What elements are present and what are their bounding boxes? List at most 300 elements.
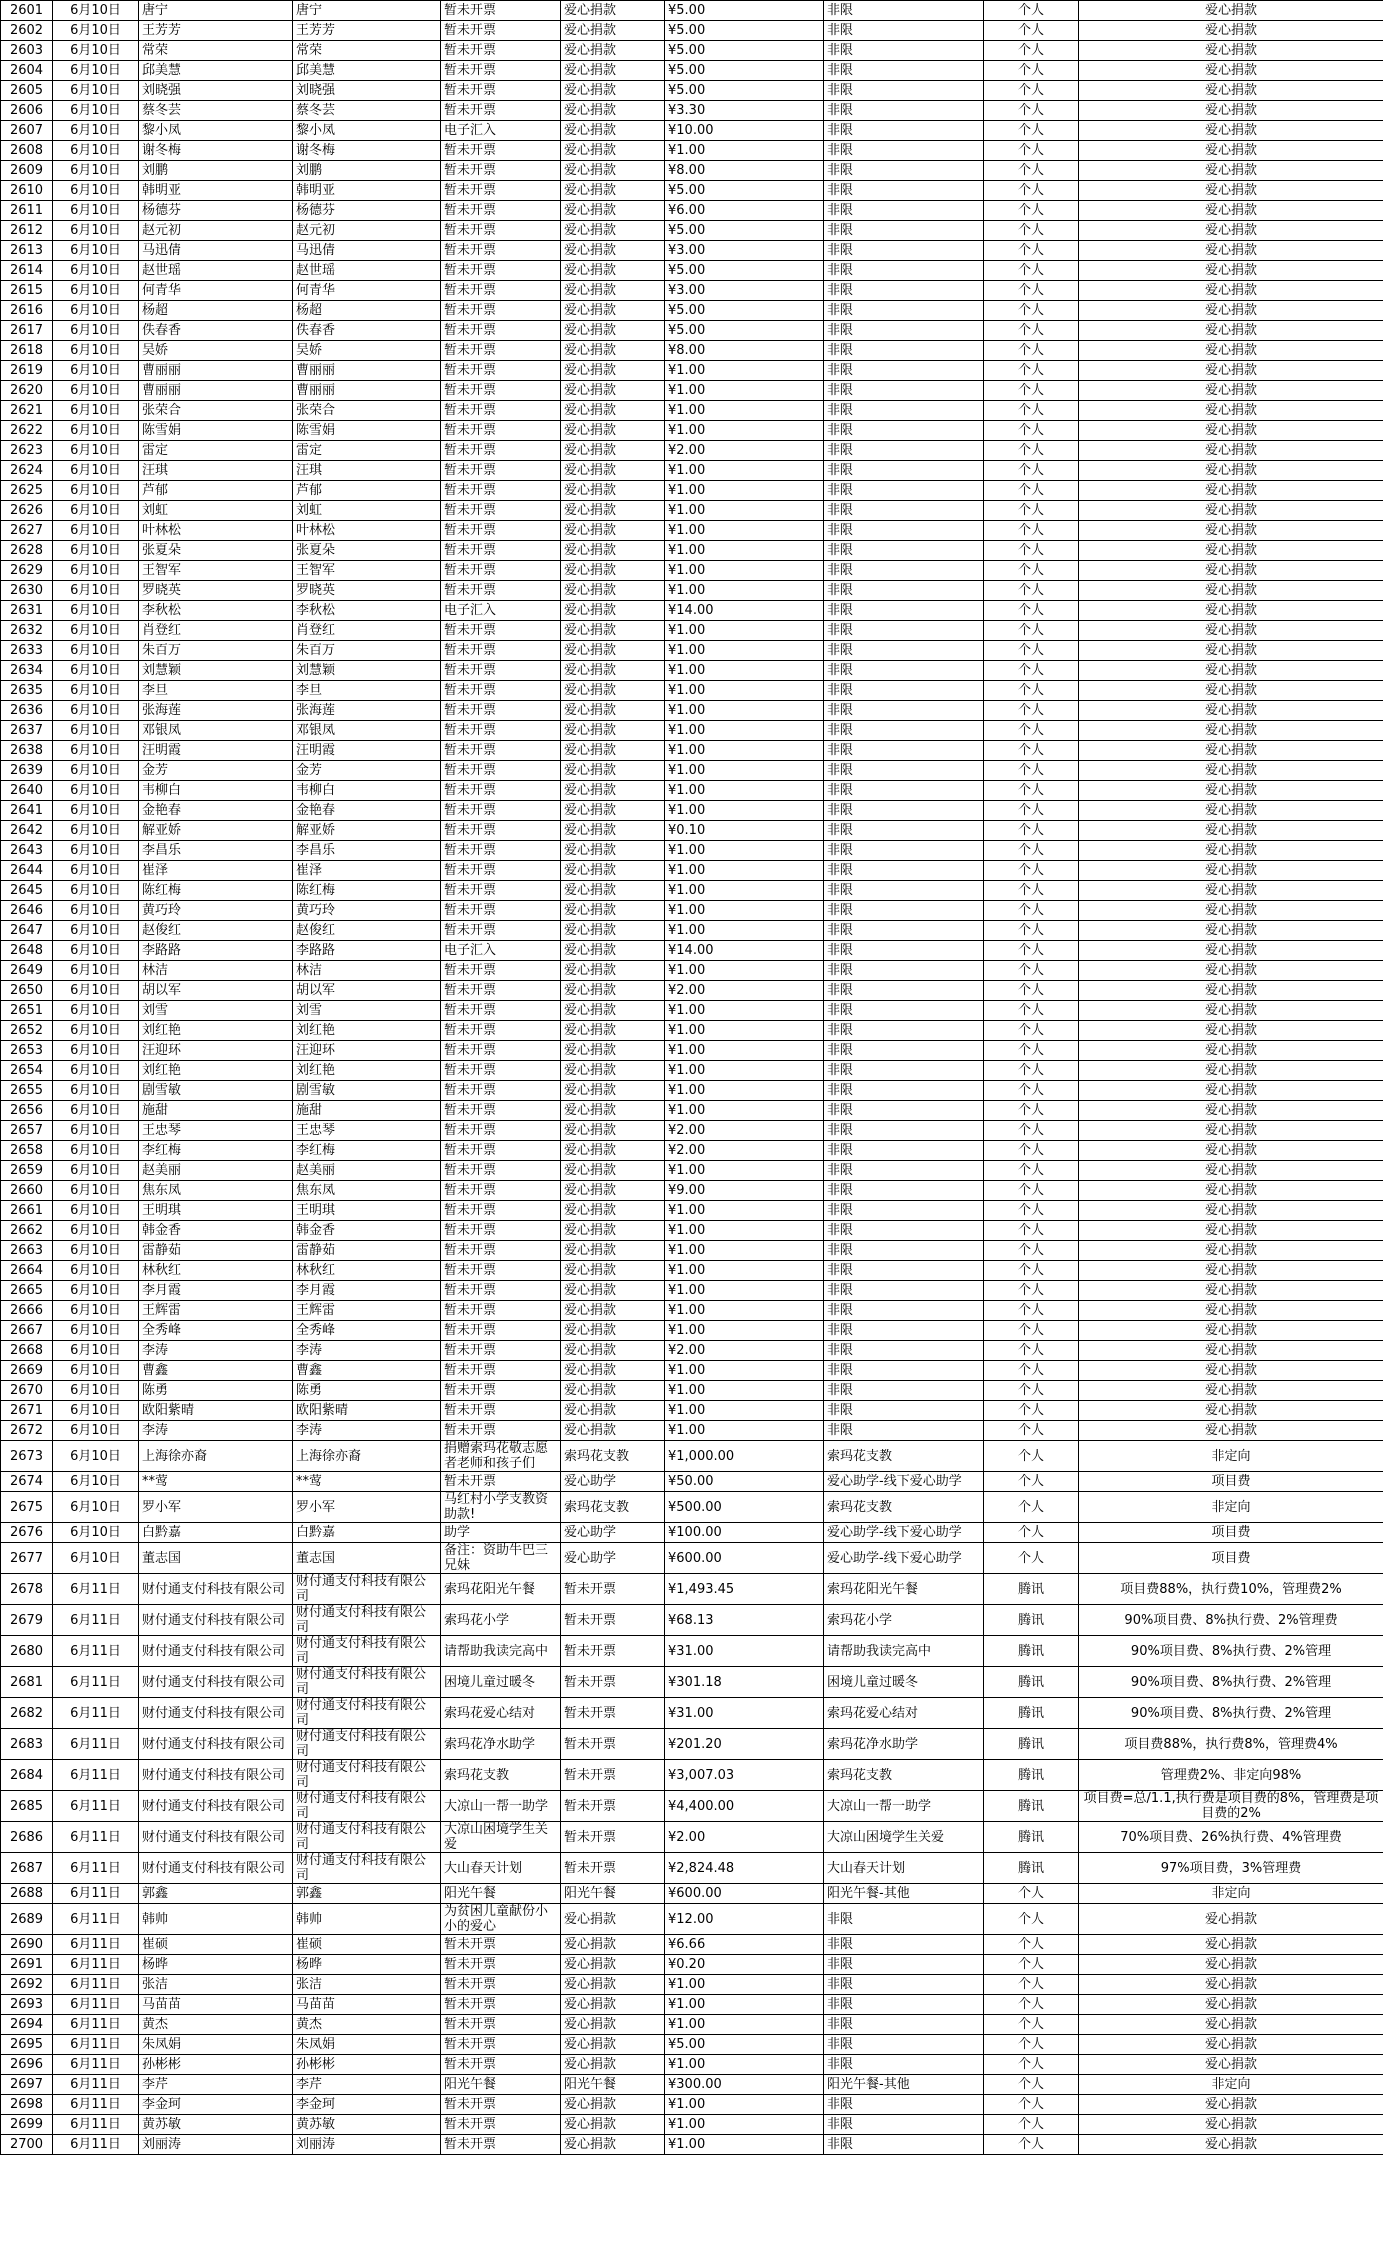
donor-name: 曹丽丽 [139, 361, 293, 381]
donor-type: 个人 [984, 1261, 1079, 1281]
row-number: 2700 [1, 2135, 53, 2155]
invoice-status: 暂未开票 [441, 741, 561, 761]
invoice-status: 困境儿童过暖冬 [441, 1667, 561, 1698]
purpose-cell: 非限 [824, 921, 984, 941]
table-row [1, 1161, 1383, 1181]
allocation-cell: 爱心捐款 [1079, 581, 1383, 601]
invoice-status: 为贫困儿童献份小小的爱心 [441, 1904, 561, 1935]
row-number: 2628 [1, 541, 53, 561]
donation-type: 爱心捐款 [561, 481, 665, 501]
payer-name: 赵俊红 [293, 921, 441, 941]
purpose-cell: 索玛花支教 [824, 1441, 984, 1472]
amount-cell: ¥5.00 [665, 2035, 824, 2055]
allocation-cell: 爱心捐款 [1079, 1021, 1383, 1041]
date-cell: 6月10日 [53, 501, 139, 521]
row-number: 2627 [1, 521, 53, 541]
table-row [1, 1021, 1383, 1041]
payer-name: 马迅倩 [293, 241, 441, 261]
amount-cell: ¥50.00 [665, 1472, 824, 1492]
payer-name: 财付通支付科技有限公司 [293, 1667, 441, 1698]
donation-type: 爱心捐款 [561, 2115, 665, 2135]
donor-name: 马迅倩 [139, 241, 293, 261]
donation-type: 爱心捐款 [561, 461, 665, 481]
invoice-status: 大山春天计划 [441, 1853, 561, 1884]
row-number: 2639 [1, 761, 53, 781]
invoice-status: 暂未开票 [441, 301, 561, 321]
invoice-status: 暂未开票 [441, 1401, 561, 1421]
amount-cell: ¥1.00 [665, 1381, 824, 1401]
table-row [1, 801, 1383, 821]
donor-name: 黄杰 [139, 2015, 293, 2035]
donor-name: 董志国 [139, 1543, 293, 1574]
purpose-cell: 非限 [824, 761, 984, 781]
amount-cell: ¥1.00 [665, 2135, 824, 2155]
donor-name: 上海徐亦裔 [139, 1441, 293, 1472]
purpose-cell: 索玛花支教 [824, 1760, 984, 1791]
amount-cell: ¥1.00 [665, 661, 824, 681]
donor-type: 个人 [984, 781, 1079, 801]
invoice-status: 暂未开票 [441, 841, 561, 861]
table-row [1, 541, 1383, 561]
row-number: 2690 [1, 1935, 53, 1955]
payer-name: 汪迎环 [293, 1041, 441, 1061]
donor-type: 个人 [984, 861, 1079, 881]
row-number: 2646 [1, 901, 53, 921]
table-row [1, 2035, 1383, 2055]
allocation-cell: 97%项目费，3%管理费 [1079, 1853, 1383, 1884]
invoice-status: 暂未开票 [441, 1421, 561, 1441]
donor-name: 财付通支付科技有限公司 [139, 1667, 293, 1698]
row-number: 2664 [1, 1261, 53, 1281]
purpose-cell: 非限 [824, 721, 984, 741]
date-cell: 6月10日 [53, 1401, 139, 1421]
payer-name: 芦郁 [293, 481, 441, 501]
row-number: 2630 [1, 581, 53, 601]
row-number: 2640 [1, 781, 53, 801]
invoice-status: 大凉山一帮一助学 [441, 1791, 561, 1822]
payer-name: 财付通支付科技有限公司 [293, 1791, 441, 1822]
row-number: 2615 [1, 281, 53, 301]
invoice-status: 暂未开票 [441, 341, 561, 361]
donor-name: 财付通支付科技有限公司 [139, 1791, 293, 1822]
purpose-cell: 非限 [824, 41, 984, 61]
payer-name: 朱百万 [293, 641, 441, 661]
donation-type: 爱心捐款 [561, 21, 665, 41]
invoice-status: 暂未开票 [441, 1221, 561, 1241]
payer-name: 王忠琴 [293, 1121, 441, 1141]
allocation-cell: 爱心捐款 [1079, 1181, 1383, 1201]
amount-cell: ¥1.00 [665, 561, 824, 581]
amount-cell: ¥1.00 [665, 2095, 824, 2115]
donation-type: 爱心捐款 [561, 1141, 665, 1161]
amount-cell: ¥300.00 [665, 2075, 824, 2095]
donor-type: 个人 [984, 1301, 1079, 1321]
table-row [1, 721, 1383, 741]
row-number: 2617 [1, 321, 53, 341]
donor-name: 韩金香 [139, 1221, 293, 1241]
donation-type: 爱心捐款 [561, 361, 665, 381]
invoice-status: 暂未开票 [441, 1061, 561, 1081]
purpose-cell: 非限 [824, 461, 984, 481]
donation-type: 爱心捐款 [561, 621, 665, 641]
date-cell: 6月10日 [53, 1441, 139, 1472]
donor-type: 个人 [984, 2075, 1079, 2095]
row-number: 2645 [1, 881, 53, 901]
invoice-status: 暂未开票 [441, 501, 561, 521]
date-cell: 6月10日 [53, 1241, 139, 1261]
donor-type: 个人 [984, 1141, 1079, 1161]
invoice-status: 暂未开票 [441, 281, 561, 301]
donor-type: 腾讯 [984, 1667, 1079, 1698]
donor-name: 金芳 [139, 761, 293, 781]
allocation-cell: 项目费 [1079, 1543, 1383, 1574]
amount-cell: ¥14.00 [665, 941, 824, 961]
date-cell: 6月10日 [53, 781, 139, 801]
date-cell: 6月11日 [53, 1667, 139, 1698]
date-cell: 6月10日 [53, 1, 139, 21]
donation-type: 爱心捐款 [561, 1161, 665, 1181]
allocation-cell: 爱心捐款 [1079, 321, 1383, 341]
purpose-cell: 非限 [824, 621, 984, 641]
donor-name: 张洁 [139, 1975, 293, 1995]
invoice-status: 暂未开票 [441, 1081, 561, 1101]
donor-type: 个人 [984, 681, 1079, 701]
table-row [1, 1281, 1383, 1301]
donation-type: 爱心助学 [561, 1543, 665, 1574]
purpose-cell: 非限 [824, 2015, 984, 2035]
payer-name: 吴娇 [293, 341, 441, 361]
amount-cell: ¥1,493.45 [665, 1574, 824, 1605]
donation-type: 暂未开票 [561, 1667, 665, 1698]
row-number: 2607 [1, 121, 53, 141]
row-number: 2641 [1, 801, 53, 821]
row-number: 2688 [1, 1884, 53, 1904]
allocation-cell: 爱心捐款 [1079, 381, 1383, 401]
donor-type: 腾讯 [984, 1729, 1079, 1760]
donation-type: 爱心捐款 [561, 1061, 665, 1081]
purpose-cell: 非限 [824, 961, 984, 981]
donor-name: 汪明霞 [139, 741, 293, 761]
donation-type: 暂未开票 [561, 1822, 665, 1853]
allocation-cell: 爱心捐款 [1079, 501, 1383, 521]
amount-cell: ¥5.00 [665, 181, 824, 201]
donor-name: 黎小凤 [139, 121, 293, 141]
row-number: 2667 [1, 1321, 53, 1341]
payer-name: 王辉雷 [293, 1301, 441, 1321]
row-number: 2603 [1, 41, 53, 61]
purpose-cell: 非限 [824, 681, 984, 701]
donation-type: 爱心捐款 [561, 1301, 665, 1321]
donor-name: 朱百万 [139, 641, 293, 661]
table-row [1, 501, 1383, 521]
invoice-status: 暂未开票 [441, 1041, 561, 1061]
invoice-status: 暂未开票 [441, 81, 561, 101]
donation-type: 爱心捐款 [561, 661, 665, 681]
row-number: 2612 [1, 221, 53, 241]
table-row [1, 1421, 1383, 1441]
invoice-status: 暂未开票 [441, 1281, 561, 1301]
donation-type: 爱心捐款 [561, 761, 665, 781]
date-cell: 6月11日 [53, 1995, 139, 2015]
invoice-status: 暂未开票 [441, 981, 561, 1001]
donor-type: 个人 [984, 641, 1079, 661]
donor-name: **莺 [139, 1472, 293, 1492]
allocation-cell: 爱心捐款 [1079, 21, 1383, 41]
donor-type: 个人 [984, 21, 1079, 41]
invoice-status: 暂未开票 [441, 2095, 561, 2115]
purpose-cell: 非限 [824, 221, 984, 241]
allocation-cell: 爱心捐款 [1079, 2035, 1383, 2055]
donation-type: 爱心捐款 [561, 601, 665, 621]
date-cell: 6月10日 [53, 521, 139, 541]
table-row [1, 1141, 1383, 1161]
table-row [1, 1543, 1383, 1574]
row-number: 2620 [1, 381, 53, 401]
donation-type: 爱心捐款 [561, 1021, 665, 1041]
allocation-cell: 爱心捐款 [1079, 61, 1383, 81]
donation-type: 爱心捐款 [561, 341, 665, 361]
table-row [1, 1001, 1383, 1021]
amount-cell: ¥1.00 [665, 721, 824, 741]
payer-name: 胡以军 [293, 981, 441, 1001]
purpose-cell: 大凉山困境学生关爱 [824, 1822, 984, 1853]
row-number: 2614 [1, 261, 53, 281]
table-row [1, 1472, 1383, 1492]
date-cell: 6月11日 [53, 1605, 139, 1636]
invoice-status: 暂未开票 [441, 961, 561, 981]
donor-type: 个人 [984, 1472, 1079, 1492]
payer-name: 刘晓强 [293, 81, 441, 101]
donor-name: 赵世瑶 [139, 261, 293, 281]
date-cell: 6月10日 [53, 1021, 139, 1041]
donor-type: 个人 [984, 1441, 1079, 1472]
allocation-cell: 爱心捐款 [1079, 1001, 1383, 1021]
row-number: 2671 [1, 1401, 53, 1421]
purpose-cell: 非限 [824, 201, 984, 221]
donation-type: 爱心捐款 [561, 1341, 665, 1361]
invoice-status: 暂未开票 [441, 681, 561, 701]
table-row [1, 341, 1383, 361]
donor-type: 个人 [984, 581, 1079, 601]
donation-type: 爱心捐款 [561, 681, 665, 701]
table-row [1, 421, 1383, 441]
donor-name: 财付通支付科技有限公司 [139, 1853, 293, 1884]
donor-type: 个人 [984, 101, 1079, 121]
purpose-cell: 非限 [824, 101, 984, 121]
payer-name: 财付通支付科技有限公司 [293, 1698, 441, 1729]
date-cell: 6月10日 [53, 721, 139, 741]
donor-name: 邓银凤 [139, 721, 293, 741]
row-number: 2601 [1, 1, 53, 21]
row-number: 2609 [1, 161, 53, 181]
table-row [1, 1636, 1383, 1667]
table-row [1, 1341, 1383, 1361]
donation-type: 暂未开票 [561, 1698, 665, 1729]
allocation-cell: 爱心捐款 [1079, 1081, 1383, 1101]
invoice-status: 暂未开票 [441, 521, 561, 541]
amount-cell: ¥1,000.00 [665, 1441, 824, 1472]
amount-cell: ¥1.00 [665, 1361, 824, 1381]
payer-name: 曹丽丽 [293, 381, 441, 401]
allocation-cell: 90%项目费、8%执行费、2%管理 [1079, 1698, 1383, 1729]
allocation-cell: 爱心捐款 [1079, 981, 1383, 1001]
amount-cell: ¥5.00 [665, 21, 824, 41]
date-cell: 6月10日 [53, 641, 139, 661]
purpose-cell: 阳光午餐-其他 [824, 1884, 984, 1904]
payer-name: 陈雪娟 [293, 421, 441, 441]
amount-cell: ¥1.00 [665, 1321, 824, 1341]
row-number: 2683 [1, 1729, 53, 1760]
payer-name: 何青华 [293, 281, 441, 301]
table-row [1, 61, 1383, 81]
table-row [1, 281, 1383, 301]
date-cell: 6月11日 [53, 1975, 139, 1995]
row-number: 2652 [1, 1021, 53, 1041]
date-cell: 6月10日 [53, 1523, 139, 1543]
payer-name: 孙彬彬 [293, 2055, 441, 2075]
date-cell: 6月10日 [53, 1321, 139, 1341]
donor-type: 个人 [984, 1361, 1079, 1381]
table-row [1, 1492, 1383, 1523]
purpose-cell: 非限 [824, 1261, 984, 1281]
invoice-status: 暂未开票 [441, 1101, 561, 1121]
date-cell: 6月10日 [53, 961, 139, 981]
purpose-cell: 非限 [824, 1241, 984, 1261]
purpose-cell: 非限 [824, 1001, 984, 1021]
date-cell: 6月10日 [53, 41, 139, 61]
amount-cell: ¥1.00 [665, 1421, 824, 1441]
payer-name: 刘慧颖 [293, 661, 441, 681]
row-number: 2610 [1, 181, 53, 201]
donation-type: 阳光午餐 [561, 2075, 665, 2095]
purpose-cell: 索玛花爱心结对 [824, 1698, 984, 1729]
table-row [1, 2095, 1383, 2115]
table-row [1, 2075, 1383, 2095]
date-cell: 6月10日 [53, 21, 139, 41]
donor-type: 个人 [984, 741, 1079, 761]
row-number: 2686 [1, 1822, 53, 1853]
table-row [1, 601, 1383, 621]
row-number: 2692 [1, 1975, 53, 1995]
donor-type: 个人 [984, 41, 1079, 61]
row-number: 2657 [1, 1121, 53, 1141]
donor-type: 个人 [984, 1221, 1079, 1241]
allocation-cell: 项目费 [1079, 1523, 1383, 1543]
payer-name: 唐宁 [293, 1, 441, 21]
date-cell: 6月10日 [53, 361, 139, 381]
donor-type: 个人 [984, 961, 1079, 981]
amount-cell: ¥1.00 [665, 541, 824, 561]
donor-type: 个人 [984, 501, 1079, 521]
purpose-cell: 非限 [824, 1975, 984, 1995]
donor-type: 个人 [984, 121, 1079, 141]
payer-name: 罗小军 [293, 1492, 441, 1523]
allocation-cell: 爱心捐款 [1079, 1121, 1383, 1141]
donor-name: 财付通支付科技有限公司 [139, 1698, 293, 1729]
row-number: 2623 [1, 441, 53, 461]
allocation-cell: 爱心捐款 [1079, 361, 1383, 381]
donor-name: 韩明亚 [139, 181, 293, 201]
payer-name: 刘虹 [293, 501, 441, 521]
purpose-cell: 请帮助我读完高中 [824, 1636, 984, 1667]
purpose-cell: 非限 [824, 421, 984, 441]
row-number: 2680 [1, 1636, 53, 1667]
donor-type: 个人 [984, 1101, 1079, 1121]
date-cell: 6月10日 [53, 981, 139, 1001]
allocation-cell: 非定向 [1079, 1884, 1383, 1904]
amount-cell: ¥5.00 [665, 221, 824, 241]
amount-cell: ¥2.00 [665, 1121, 824, 1141]
invoice-status: 暂未开票 [441, 1955, 561, 1975]
donor-name: 刘丽涛 [139, 2135, 293, 2155]
purpose-cell: 非限 [824, 1995, 984, 2015]
donor-name: 叶林松 [139, 521, 293, 541]
purpose-cell: 非限 [824, 1281, 984, 1301]
donor-type: 个人 [984, 61, 1079, 81]
donation-type: 爱心捐款 [561, 1081, 665, 1101]
allocation-cell: 爱心捐款 [1079, 701, 1383, 721]
donor-name: 欧阳紫晴 [139, 1401, 293, 1421]
donation-type: 爱心捐款 [561, 1001, 665, 1021]
donation-type: 暂未开票 [561, 1791, 665, 1822]
purpose-cell: 非限 [824, 1141, 984, 1161]
donor-type: 个人 [984, 1381, 1079, 1401]
purpose-cell: 非限 [824, 1021, 984, 1041]
invoice-status: 暂未开票 [441, 1161, 561, 1181]
payer-name: 郭鑫 [293, 1884, 441, 1904]
invoice-status: 助学 [441, 1523, 561, 1543]
invoice-status: 暂未开票 [441, 181, 561, 201]
table-row [1, 1760, 1383, 1791]
allocation-cell: 爱心捐款 [1079, 1141, 1383, 1161]
allocation-cell: 爱心捐款 [1079, 1361, 1383, 1381]
table-row [1, 1221, 1383, 1241]
purpose-cell: 非限 [824, 1955, 984, 1975]
payer-name: 黄苏敏 [293, 2115, 441, 2135]
invoice-status: 电子汇入 [441, 941, 561, 961]
table-row [1, 1301, 1383, 1321]
donor-type: 个人 [984, 1161, 1079, 1181]
donor-name: 林洁 [139, 961, 293, 981]
donor-type: 个人 [984, 481, 1079, 501]
row-number: 2655 [1, 1081, 53, 1101]
donation-type: 爱心捐款 [561, 801, 665, 821]
donation-type: 爱心捐款 [561, 501, 665, 521]
amount-cell: ¥1.00 [665, 1995, 824, 2015]
invoice-status: 请帮助我读完高中 [441, 1636, 561, 1667]
payer-name: 蔡冬芸 [293, 101, 441, 121]
payer-name: 刘丽涛 [293, 2135, 441, 2155]
amount-cell: ¥1.00 [665, 1975, 824, 1995]
row-number: 2638 [1, 741, 53, 761]
donation-type: 爱心捐款 [561, 1, 665, 21]
table-row [1, 361, 1383, 381]
table-row [1, 1101, 1383, 1121]
donor-name: 刘慧颖 [139, 661, 293, 681]
row-number: 2654 [1, 1061, 53, 1081]
donation-type: 暂未开票 [561, 1636, 665, 1667]
donation-type: 爱心捐款 [561, 41, 665, 61]
amount-cell: ¥6.66 [665, 1935, 824, 1955]
purpose-cell: 非限 [824, 301, 984, 321]
amount-cell: ¥1.00 [665, 2055, 824, 2075]
donor-type: 个人 [984, 1401, 1079, 1421]
donor-name: 曹鑫 [139, 1361, 293, 1381]
date-cell: 6月10日 [53, 1041, 139, 1061]
table-row [1, 1605, 1383, 1636]
donor-name: 郭鑫 [139, 1884, 293, 1904]
row-number: 2698 [1, 2095, 53, 2115]
